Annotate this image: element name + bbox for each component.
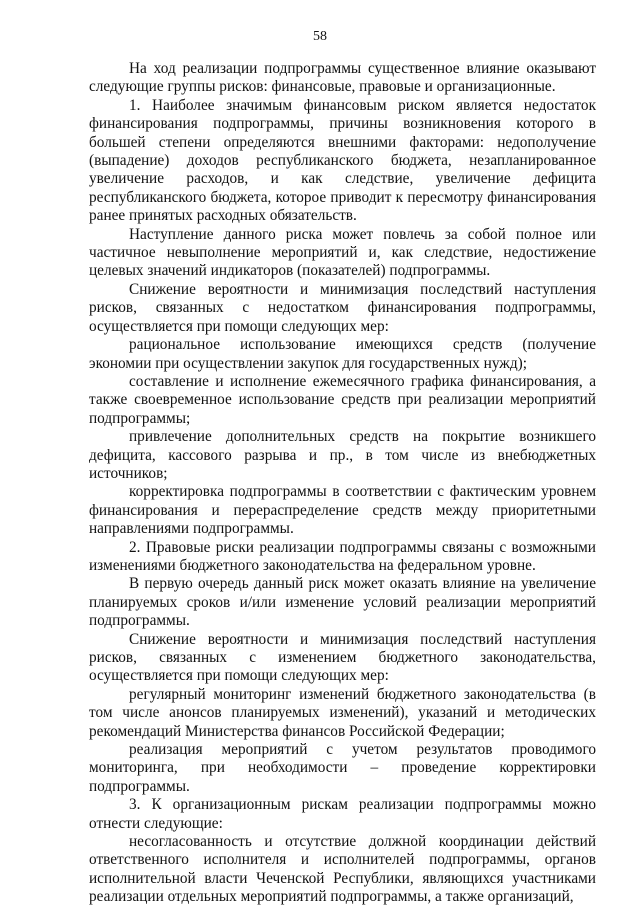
paragraph-measure-monitoring: регулярный мониторинг изменений бюджетного законодательства (в том числе анонсов планируемых изменений), указаний и методических рекомендаций Министерства финансов Российской Федерации; — [89, 685, 596, 740]
paragraph-legal-mitigation: Снижение вероятности и минимизация последствий наступления рисков, связанных с изменением бюджетного законодательства, осуществляется при помощи следующих мер: — [89, 630, 596, 685]
paragraph-coordination: несогласованность и отсутствие должной координации действий ответственного исполнителя и исполнителей подпрограммы, органов исполнительной власти Чеченской Республики, являющихся участниками реализации отдельных мероприятий подпрограммы, а также организаций, — [89, 833, 596, 906]
document-body — [89, 60, 596, 907]
paragraph-risk-consequence: Наступление данного риска может повлечь за собой полное или частичное невыполнение мероприятий и, как следствие, недостижение целевых значений индикаторов (показателей) подпрограммы. — [89, 225, 596, 280]
paragraph-measure-rational-use: рациональное использование имеющихся средств (получение экономии при осуществлении закупок для государственных нужд); — [89, 336, 596, 372]
paragraph-risk-groups: На ход реализации подпрограммы существенное влияние оказывают следующие группы рисков: финансовые, правовые и организационные. — [89, 60, 596, 96]
paragraph-measure-schedule: составление и исполнение ежемесячного графика финансирования, а также своевременное использование средств при реализации мероприятий подпрограммы; — [89, 372, 596, 427]
paragraph-measure-extra-funds: привлечение дополнительных средств на покрытие возникшего дефицита, кассового разрыва и пр., в том числе из внебюджетных источников; — [89, 428, 596, 482]
paragraph-financial-mitigation: Снижение вероятности и минимизация последствий наступления рисков, связанных с недостатком финансирования подпрограммы, осуществляется при помощи следующих мер: — [89, 280, 596, 335]
paragraph-measure-adjustment: корректировка подпрограммы в соответствии с фактическим уровнем финансирования и перераспределение средств между приоритетными направлениями подпрограммы. — [89, 483, 596, 538]
paragraph-organizational-risk: 3. К организационным рискам реализации подпрограммы можно отнести следующие: — [89, 796, 596, 832]
paragraph-financial-risk: 1. Наиболее значимым финансовым риском является недостаток финансирования подпрограммы, причины возникновения которого в большей степени определяются внешними факторами: недополучение (выпадение) доходов республиканского бюджета, незапланированное увеличение расходов, и как следствие, увеличение дефицита республиканского бюджета, которое приводит к пересмотру финансирования ранее принятых расходных обязательств. — [89, 96, 596, 225]
paragraph-measure-implementation: реализация мероприятий с учетом результатов проводимого мониторинга, при необходимости – проведение корректировки подпрограммы. — [89, 741, 596, 795]
paragraph-legal-risk: 2. Правовые риски реализации подпрограммы связаны с возможными изменениями бюджетного законодательства на федеральном уровне. — [89, 538, 596, 574]
page-number: 58 — [313, 29, 327, 44]
paragraph-legal-impact: В первую очередь данный риск может оказать влияние на увеличение планируемых сроков и/или изменение условий реализации мероприятий подпрограммы. — [89, 575, 596, 630]
